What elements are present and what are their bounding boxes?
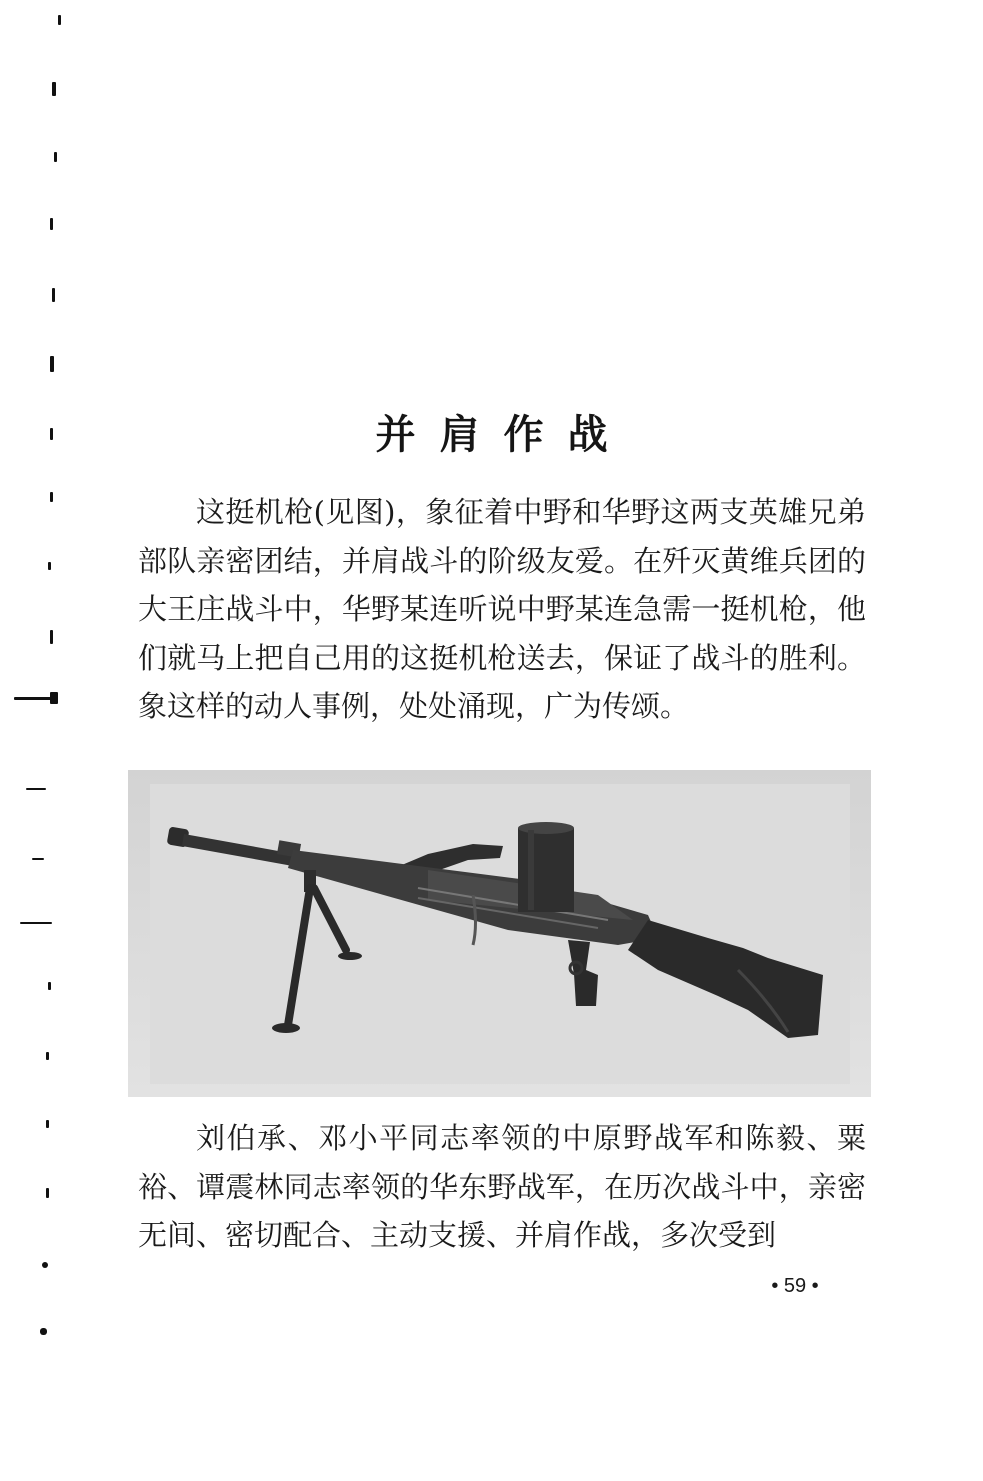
page-number: • 59 •: [771, 1275, 819, 1297]
margin-mark: [50, 218, 53, 230]
margin-mark: [32, 858, 44, 860]
machine-gun-photo: [128, 770, 871, 1097]
margin-mark: [50, 630, 53, 644]
margin-mark: [48, 982, 51, 990]
margin-mark: [26, 788, 46, 790]
margin-mark: [50, 492, 53, 502]
margin-mark: [54, 152, 57, 162]
machine-gun-illustration: [128, 770, 871, 1097]
page-title: 并肩作战: [375, 410, 632, 458]
margin-mark: [52, 288, 55, 302]
margin-mark: [58, 15, 61, 25]
margin-mark: [50, 692, 58, 704]
photo-inner-area: [150, 784, 850, 1084]
margin-mark: [42, 1262, 48, 1268]
paragraph-1: 这挺机枪(见图)，象征着中野和华野这两支英雄兄弟部队亲密团结，并肩战斗的阶级友爱。在歼灭黄维兵团的大王庄战斗中，华野某连听说中野某连急需一挺机枪，他们就马上把自己用的这挺机枪送去，保证了战斗的胜利。象这样的动人事例，处处涌现，广为传颂。: [138, 495, 866, 723]
margin-mark: [46, 1052, 49, 1060]
margin-mark: [52, 82, 56, 96]
gun-magazine: [518, 822, 574, 912]
margin-mark: [46, 1188, 49, 1198]
margin-mark: [46, 1120, 49, 1128]
margin-mark: [40, 1328, 47, 1335]
margin-mark: [50, 356, 54, 372]
margin-mark: [20, 922, 52, 924]
margin-mark: [48, 562, 51, 570]
paragraph-2: 刘伯承、邓小平同志率领的中原野战军和陈毅、粟裕、谭震林同志率领的华东野战军，在历次战斗中，亲密无间、密切配合、主动支援、并肩作战，多次受到: [138, 1121, 866, 1252]
